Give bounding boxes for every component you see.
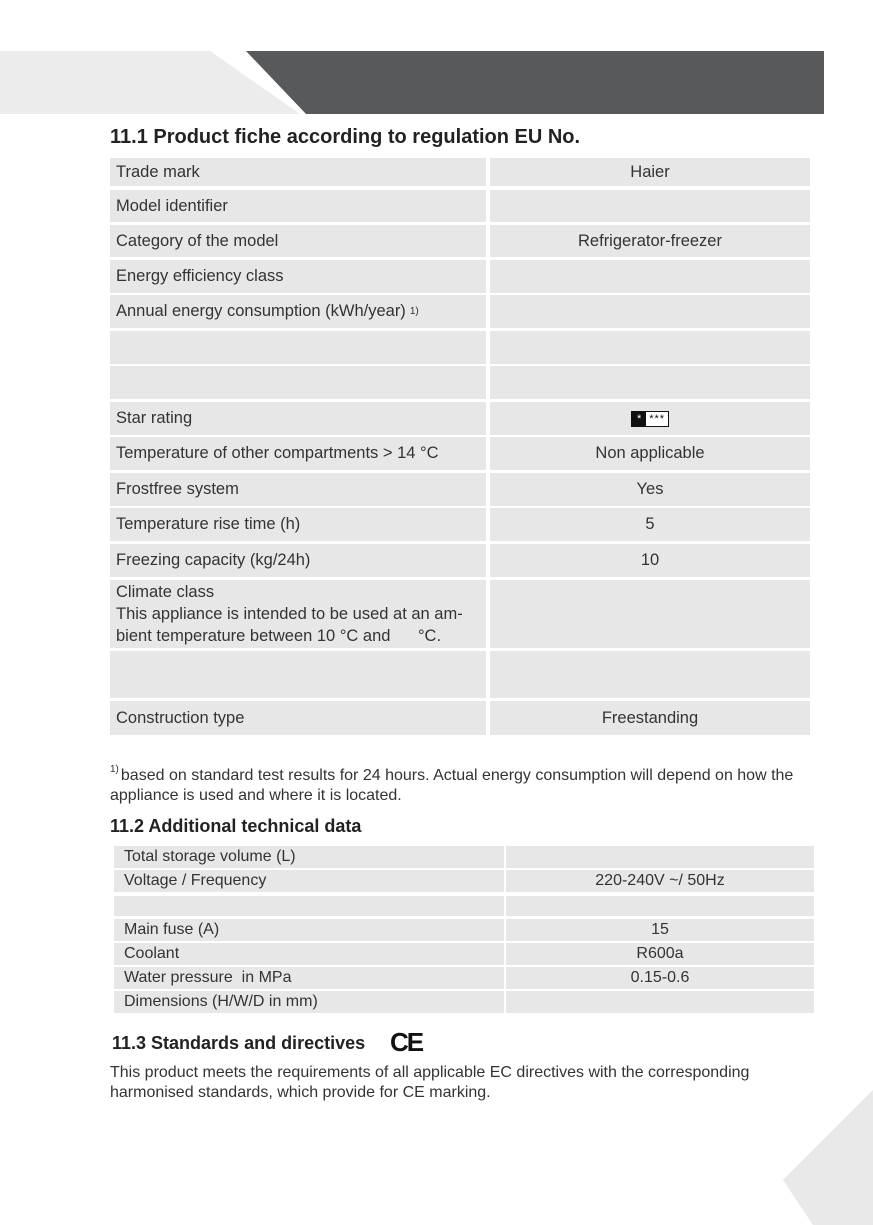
row-label: Water pressure in MPa bbox=[114, 967, 504, 989]
table-row bbox=[110, 190, 810, 222]
table-row bbox=[110, 651, 810, 698]
row-label bbox=[110, 295, 486, 328]
table-row bbox=[110, 366, 810, 399]
table-row bbox=[110, 225, 810, 257]
row-label: Coolant bbox=[114, 943, 504, 965]
row-value bbox=[490, 366, 810, 399]
climate-note-line-1: This appliance is intended to be used at an am- bbox=[116, 605, 463, 623]
row-value: 0.15-0.6 bbox=[506, 967, 814, 989]
star-rating-icon bbox=[631, 411, 669, 427]
row-value bbox=[490, 260, 810, 293]
row-value bbox=[506, 896, 814, 916]
table-row bbox=[114, 896, 814, 916]
row-value bbox=[490, 295, 810, 328]
climate-note-line-2: bient temperature between 10 °C and °C. bbox=[116, 627, 442, 645]
footnote-mark: 1) bbox=[110, 764, 119, 775]
row-label: Temperature of other compartments > 14 °C bbox=[110, 437, 486, 470]
row-label: Dimensions (H/W/D in mm) bbox=[114, 991, 504, 1013]
corner-decoration bbox=[783, 1090, 873, 1225]
header-dark-band bbox=[246, 51, 824, 114]
table-row bbox=[114, 846, 814, 868]
table-row bbox=[110, 473, 810, 506]
row-label bbox=[110, 366, 486, 399]
row-label: Star rating bbox=[110, 402, 486, 435]
row-label bbox=[110, 580, 486, 648]
standards-title: 11.3 Standards and directives bbox=[112, 1033, 366, 1053]
row-value bbox=[506, 991, 814, 1013]
row-value: 15 bbox=[506, 919, 814, 941]
row-value: Freestanding bbox=[490, 701, 810, 735]
annual-energy-label: Annual energy consumption (kWh/year) bbox=[116, 302, 406, 320]
table-row bbox=[110, 331, 810, 364]
row-value: Non applicable bbox=[490, 437, 810, 470]
table-row bbox=[110, 402, 810, 435]
row-label: Main fuse (A) bbox=[114, 919, 504, 941]
row-value bbox=[490, 331, 810, 364]
table-row bbox=[110, 295, 810, 328]
ce-mark-icon: CE bbox=[390, 1027, 423, 1057]
table-row bbox=[110, 701, 810, 735]
footnote bbox=[110, 760, 820, 806]
table-row bbox=[110, 544, 810, 577]
table-row bbox=[114, 870, 814, 892]
row-value bbox=[506, 846, 814, 868]
row-label: Category of the model bbox=[110, 225, 486, 257]
table-row bbox=[114, 943, 814, 965]
row-value bbox=[490, 651, 810, 698]
row-label: Energy efficiency class bbox=[110, 260, 486, 293]
standards-text: This product meets the requirements of all applicable EC directives with the corresponding harmonised standards, which provide for CE marking. bbox=[110, 1064, 750, 1101]
row-value: 10 bbox=[490, 544, 810, 577]
row-label: Trade mark bbox=[110, 158, 486, 186]
row-value: Yes bbox=[490, 473, 810, 506]
climate-class-label: Climate class bbox=[116, 583, 215, 601]
table-row bbox=[110, 437, 810, 470]
row-label bbox=[110, 651, 486, 698]
row-value: Refrigerator-freezer bbox=[490, 225, 810, 257]
row-label: Total storage volume (L) bbox=[114, 846, 504, 868]
row-label bbox=[114, 896, 504, 916]
row-label: Model identifier bbox=[110, 190, 486, 222]
table-row bbox=[114, 919, 814, 941]
row-label: Temperature rise time (h) bbox=[110, 508, 486, 541]
row-label: Voltage / Frequency bbox=[114, 870, 504, 892]
row-value: 5 bbox=[490, 508, 810, 541]
footnote-ref: 1) bbox=[409, 306, 419, 317]
additional-data-title: 11.2 Additional technical data bbox=[110, 816, 362, 836]
table-row bbox=[114, 967, 814, 989]
row-value: Haier bbox=[490, 158, 810, 186]
table-row bbox=[110, 580, 810, 648]
row-label: Construction type bbox=[110, 701, 486, 735]
footnote-text: based on standard test results for 24 hours. Actual energy consumption will depend on how the appliance is used and where it is located. bbox=[110, 767, 794, 804]
row-label: Frostfree system bbox=[110, 473, 486, 506]
row-label: Freezing capacity (kg/24h) bbox=[110, 544, 486, 577]
table-row bbox=[110, 260, 810, 293]
row-value bbox=[490, 190, 810, 222]
star-triple: *** bbox=[646, 412, 668, 426]
row-value bbox=[490, 580, 810, 648]
row-value bbox=[490, 402, 810, 435]
table-row bbox=[114, 991, 814, 1013]
star-single: * bbox=[632, 412, 646, 426]
row-value: R600a bbox=[506, 943, 814, 965]
row-label bbox=[110, 331, 486, 364]
table-row bbox=[110, 508, 810, 541]
row-value: 220-240V ~/ 50Hz bbox=[506, 870, 814, 892]
table-row bbox=[110, 158, 810, 186]
product-fiche-title: 11.1 Product fiche according to regulation EU No. bbox=[110, 126, 581, 148]
